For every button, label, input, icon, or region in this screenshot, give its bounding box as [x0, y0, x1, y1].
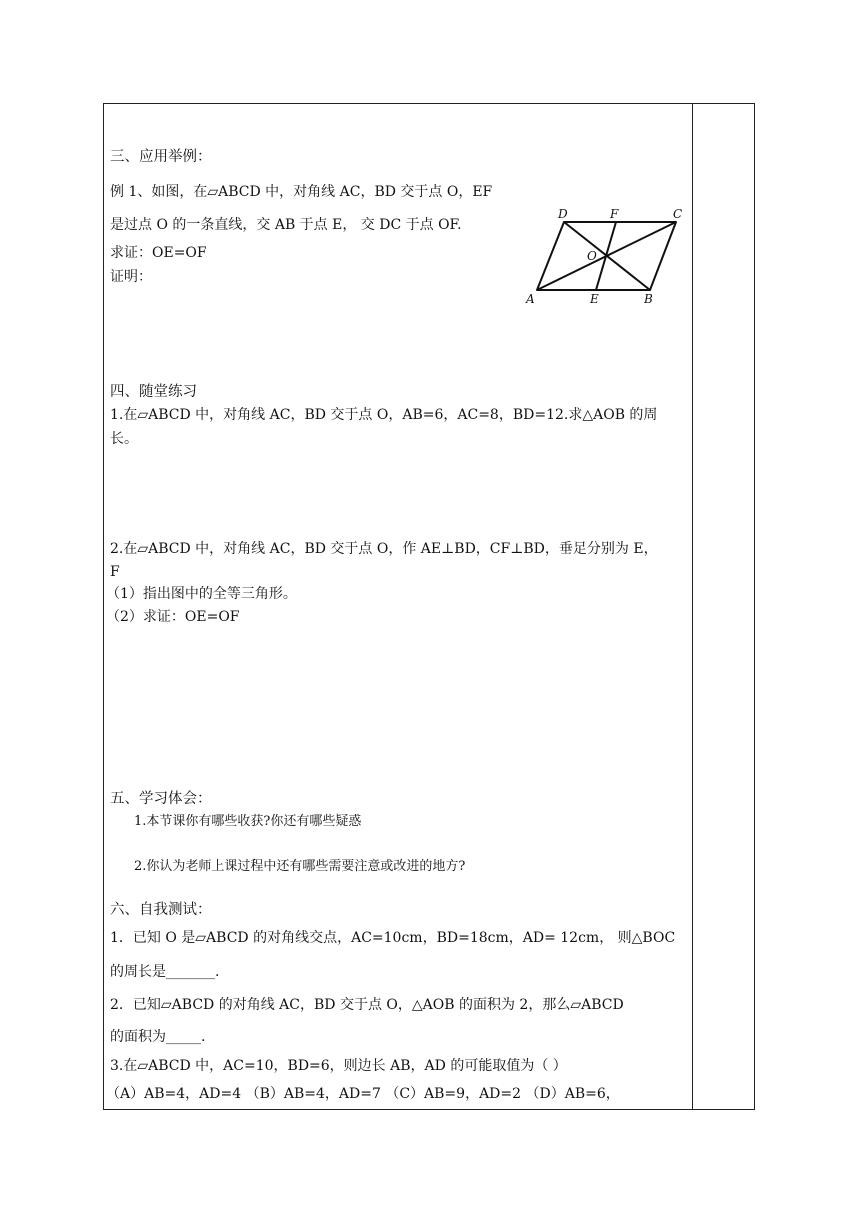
label-b: B: [644, 292, 653, 306]
example-1-line-1: 例 1、如图，在▱ABCD 中，对角线 AC，BD 交于点 O，EF: [110, 184, 493, 200]
label-o: O: [587, 249, 597, 263]
section-5-heading: 五、学习体会：: [110, 791, 212, 807]
section-3-heading: 三、应用举例：: [110, 149, 212, 165]
label-d: D: [558, 207, 568, 221]
test-3-options: （A）AB=4，AD=4 （B）AB=4，AD=7 （C）AB=9，AD=2 （D）AB=6，: [106, 1086, 620, 1102]
reflection-item-1: 1.本节课你有哪些收获?你还有哪些疑惑: [134, 814, 362, 829]
reflection-item-2: 2.你认为老师上课过程中还有哪些需要注意或改进的地方?: [134, 859, 466, 874]
test-2-line-2: 的面积为_____.: [110, 1029, 206, 1045]
parallelogram-figure: [520, 204, 692, 308]
section-6-heading: 六、自我测试：: [110, 902, 212, 918]
test-3-line-1: 3.在▱ABCD 中，AC=10，BD=6，则边长 AB，AD 的可能取值为（ ）: [110, 1058, 567, 1074]
test-1-line-2: 的周长是_______.: [110, 964, 220, 980]
column-divider: [692, 103, 693, 1110]
test-1-line-1: 1．已知 O 是▱ABCD 的对角线交点，AC=10cm，BD=18cm，AD= 12cm， 则△BOC: [110, 930, 676, 946]
label-c: C: [673, 207, 683, 221]
label-f: F: [610, 207, 619, 221]
example-1-prove: 求证：OE=OF: [110, 245, 207, 261]
exercise-2-sub-2: （2）求证：OE=OF: [106, 609, 240, 625]
example-1-proof: 证明：: [110, 269, 152, 285]
label-a: A: [526, 292, 535, 306]
test-2-line-1: 2．已知▱ABCD 的对角线 AC，BD 交于点 O，△AOB 的面积为 2，那么▱ABCD: [110, 997, 624, 1013]
exercise-2-line-2: F: [110, 564, 120, 580]
exercise-1-line-2: 长。: [110, 431, 138, 447]
exercise-2-sub-1: （1）指出图中的全等三角形。: [106, 586, 297, 602]
section-4-heading: 四、随堂练习: [110, 384, 197, 400]
example-1-line-2: 是过点 O 的一条直线，交 AB 于点 E， 交 DC 于点 OF.: [110, 217, 462, 233]
label-e: E: [590, 292, 599, 306]
exercise-1-line-1: 1.在▱ABCD 中，对角线 AC，BD 交于点 O，AB=6，AC=8，BD=12.求△AOB 的周: [110, 407, 658, 423]
exercise-2-line-1: 2.在▱ABCD 中，对角线 AC，BD 交于点 O，作 AE⊥BD，CF⊥BD，垂足分别为 E，: [110, 541, 658, 557]
segment-ef: [596, 222, 616, 290]
